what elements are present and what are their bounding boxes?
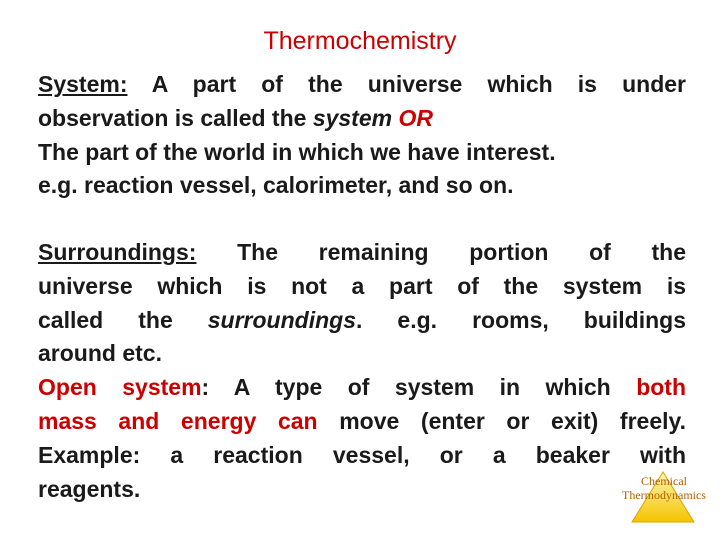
open-system-line-1 (38, 371, 686, 405)
open-system-mass-energy: mass and energy can (38, 407, 318, 434)
system-or-word: OR (398, 104, 433, 131)
surroundings-line-1 (38, 236, 686, 270)
open-system-line-2 (38, 405, 686, 439)
surroundings-italic-word: surroundings (207, 306, 356, 333)
badge-line-1: Chemical (641, 474, 687, 488)
open-system-line-3: Example: a reaction vessel, or a beaker with (38, 441, 686, 468)
system-line-1 (38, 68, 686, 102)
system-line-2 (38, 102, 686, 136)
surroundings-line-3-rest: . e.g. rooms, buildings (356, 306, 686, 333)
system-line-2-text: observation is called the (38, 104, 307, 131)
chemical-thermodynamics-badge (616, 470, 712, 526)
system-italic-word: system (312, 104, 393, 131)
surroundings-line-2: universe which is not a part of the system is (38, 272, 686, 299)
system-term: System: (38, 71, 128, 97)
page-title: Thermochemistry (263, 27, 457, 55)
open-system-both-word: both (636, 374, 686, 401)
open-system-line-2-text: move (enter or exit) freely. (339, 407, 686, 434)
surroundings-line-1-text: The remaining portion of the (237, 239, 686, 265)
badge-line-2: Thermodynamics (622, 488, 706, 502)
surroundings-line-3 (38, 304, 686, 338)
surroundings-line-4: around etc. (38, 340, 162, 367)
open-system-line-1-text: : A type of system in which (201, 374, 611, 401)
system-line-4: e.g. reaction vessel, calorimeter, and so on. (38, 172, 514, 199)
system-definition (38, 68, 686, 203)
open-system-term: Open system (38, 374, 202, 401)
surroundings-line-3-text: called the (38, 306, 173, 333)
surroundings-definition (38, 236, 686, 506)
system-line-1-text: A part of the universe which is under (151, 71, 686, 97)
open-system-line-4: reagents. (38, 475, 141, 502)
surroundings-term: Surroundings: (38, 239, 197, 265)
system-line-3: The part of the world in which we have interest. (38, 138, 556, 165)
